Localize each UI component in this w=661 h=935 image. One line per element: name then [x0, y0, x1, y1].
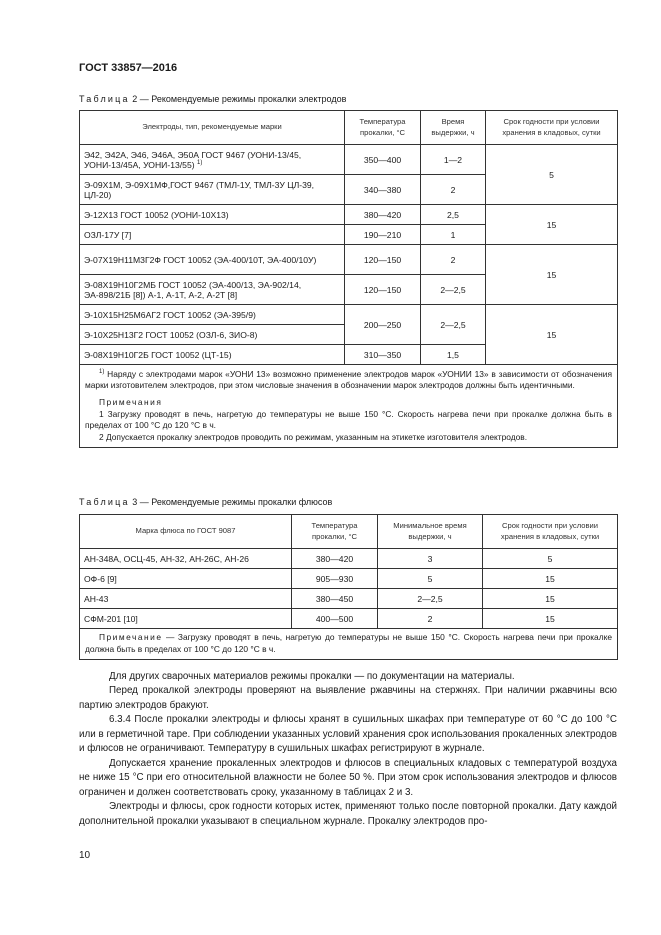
footnote-mark: 1): [99, 369, 105, 375]
body-paragraph: Перед прокалкой электроды проверяют на выявление ржавчины на стержнях. При наличии ржавчины всю партию электродов бракуют.: [79, 685, 617, 711]
hold-time: 1,5: [421, 345, 486, 365]
electrode-name: Э42, Э42А, Э46, Э46А, Э50А ГОСТ 9467 (УОНИ-13/45, УОНИ-13/45А, УОНИ-13/55) $^{1)}$: [80, 145, 345, 175]
table2-header-shelf: Срок годности при условии хранения в кладовых, сутки: [486, 111, 618, 145]
electrode-name: Э-09Х1М, Э-09Х1МФ,ГОСТ 9467 (ТМЛ-1У, ТМЛ-3У ЦЛ-39, ЦЛ-20): [80, 175, 345, 205]
hold-time: 3: [378, 549, 483, 569]
prokalka-temp: 380—450: [292, 589, 378, 609]
electrode-name: Э-10Х25Н13Г2 ГОСТ 10052 (ОЗЛ-6, ЗИО-8): [80, 325, 345, 345]
flux-name: АН-43: [80, 589, 292, 609]
table3: [79, 514, 618, 660]
table2-notes-row: [80, 365, 618, 448]
shelf-life: 15: [486, 245, 618, 305]
hold-time: 2: [421, 245, 486, 275]
shelf-life: 15: [483, 609, 618, 629]
body-paragraph: Для других сварочных материалов режимы прокалки — по документации на материалы.: [109, 671, 515, 682]
body-paragraph: Электроды и флюсы, срок годности которых истек, применяют только после повторной прокалки. Дату каждой дополнительной прокалки указывают в специальном журнале. Прокалку электродов про-: [79, 801, 617, 827]
table3-header-row: [80, 515, 618, 549]
flux-name: ОФ-6 [9]: [80, 569, 292, 589]
table2-header-time: Время выдержки, ч: [421, 111, 486, 145]
body-paragraph: Допускается хранение прокаленных электродов и флюсов в специальных кладовых с температурой воздуха не ниже 15 °С при его относительной влажности не более 50 %. При этом срок использования электродов и флюсов ограничен и должен соответствовать сроку, указанному в таблицах 2 и 3.: [79, 757, 617, 798]
table3-header-shelf: Срок годности при условии хранения в кладовых, сутки: [483, 515, 618, 549]
table2-header-electrodes: Электроды, тип, рекомендуемые марки: [80, 111, 345, 145]
table3-header-time: Минимальное время выдержки, ч: [378, 515, 483, 549]
table2-footnote: $^{1)}$ Наряду с электродами марок «УОНИ 13» возможно применение электродов марок «УОНИИ 13» в зависимости от обозначения марки изготовителем электродов, при этом числовые значения в обозначении марок электродов должны быть идентичными.: [85, 368, 612, 391]
table-row: [80, 609, 618, 629]
page-number: 10: [79, 850, 91, 861]
hold-time: 5: [378, 569, 483, 589]
table2-caption: [79, 94, 346, 104]
table-row: [80, 305, 618, 325]
table3-note-word: Примечание: [99, 632, 163, 642]
table-row: [80, 569, 618, 589]
hold-time: 1—2: [421, 145, 486, 175]
table-row: [80, 205, 618, 225]
table2-caption-text: 2 — Рекомендуемые режимы прокалки электродов: [132, 94, 347, 104]
hold-time: 2—2,5: [421, 305, 486, 345]
table2-note-2: 2 Допускается прокалку электродов проводить по режимам, указанным на этикетке изготовителя электродов.: [99, 431, 528, 442]
shelf-life: 5: [486, 145, 618, 205]
table2-note-1: 1 Загрузку проводят в печь, нагретую до температуры не выше 150 °С. Скорость нагрева печи при прокалке должна быть в пределах от 100 °С до 120 °С в ч.: [85, 408, 612, 431]
table-row: [80, 589, 618, 609]
prokalka-temp: 310—350: [345, 345, 421, 365]
electrode-name: Э-12Х13 ГОСТ 10052 (УОНИ-10Х13): [80, 205, 345, 225]
prokalka-temp: 400—500: [292, 609, 378, 629]
table-row: [80, 549, 618, 569]
prokalka-temp: 380—420: [292, 549, 378, 569]
shelf-life: 5: [483, 549, 618, 569]
table2-notes: [80, 365, 618, 448]
prokalka-temp: 350—400: [345, 145, 421, 175]
hold-time: 2—2,5: [378, 589, 483, 609]
hold-time: 2: [421, 175, 486, 205]
table-row: [80, 145, 618, 175]
table3-notes-row: [80, 629, 618, 660]
flux-name: СФМ-201 [10]: [80, 609, 292, 629]
electrode-name: ОЗЛ-17У [7]: [80, 225, 345, 245]
prokalka-temp: 120—150: [345, 275, 421, 305]
prokalka-temp: 380—420: [345, 205, 421, 225]
table2-header-row: [80, 111, 618, 145]
table2: [79, 110, 618, 448]
table3-caption: [79, 497, 332, 507]
footnote-ref: 1): [196, 159, 203, 166]
electrode-name: Э-08Х19Н10Г2Б ГОСТ 10052 (ЦТ-15): [80, 345, 345, 365]
hold-time: 2,5: [421, 205, 486, 225]
table3-header-temp: Температура прокалки, °С: [292, 515, 378, 549]
standard-header: ГОСТ 33857—2016: [79, 62, 178, 74]
hold-time: 2—2,5: [421, 275, 486, 305]
body-paragraph: 6.3.4 После прокалки электроды и флюсы хранят в сушильных шкафах при температуре от 60 °С до 100 °С или в герметичной таре. При соблюдении указанных условий хранения срок использования прокаленных электродов и флюсов не ограничивают. Температуру в сушильных шкафах регистрируют в журнале.: [79, 714, 617, 755]
table3-caption-word: Таблица: [79, 497, 130, 507]
prokalka-temp: 905—930: [292, 569, 378, 589]
shelf-life: 15: [486, 305, 618, 365]
electrode-name: Э-08Х19Н10Г2МБ ГОСТ 10052 (ЭА-400/13, ЭА-902/14, ЭА-898/21Б [8]) А-1, А-1Т, А-2, А-2Т [8]: [80, 275, 345, 305]
table3-header-flux: Марка флюса по ГОСТ 9087: [80, 515, 292, 549]
flux-name: АН-348А, ОСЦ-45, АН-32, АН-26С, АН-26: [80, 549, 292, 569]
prokalka-temp: 340—380: [345, 175, 421, 205]
table-row: [80, 245, 618, 275]
prokalka-temp: 120—150: [345, 245, 421, 275]
table2-header-temp: Температура прокалки, °С: [345, 111, 421, 145]
table2-caption-word: Таблица: [79, 94, 130, 104]
table3-note-text: — Загрузку проводят в печь, нагретую до температуры не выше 150 °С. Скорость нагрева печи при прокалке должна быть в пределах от 100 °С до 120 °С в ч.: [85, 632, 612, 654]
electrode-name: Э-07Х19Н11М3Г2Ф ГОСТ 10052 (ЭА-400/10Т, ЭА-400/10У): [80, 245, 345, 275]
electrode-name: Э-10Х15Н25М6АГ2 ГОСТ 10052 (ЭА-395/9): [80, 305, 345, 325]
hold-time: 2: [378, 609, 483, 629]
table2-notes-title: Примечания: [99, 396, 163, 407]
hold-time: 1: [421, 225, 486, 245]
body-text: [79, 670, 617, 829]
table3-note: [80, 629, 618, 660]
shelf-life: 15: [483, 589, 618, 609]
prokalka-temp: 200—250: [345, 305, 421, 345]
shelf-life: 15: [483, 569, 618, 589]
table3-caption-text: 3 — Рекомендуемые режимы прокалки флюсов: [132, 497, 333, 507]
shelf-life: 15: [486, 205, 618, 245]
prokalka-temp: 190—210: [345, 225, 421, 245]
